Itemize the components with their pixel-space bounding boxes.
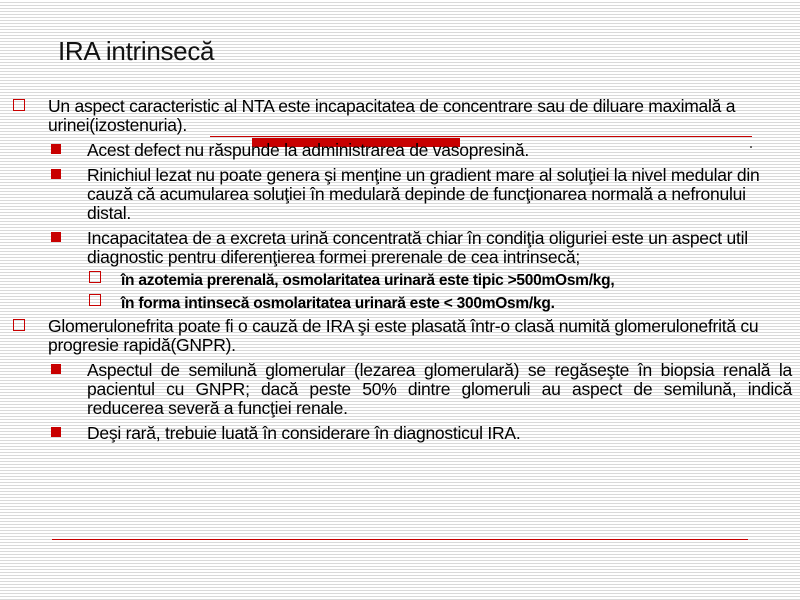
hollow-square-bullet-icon (89, 294, 101, 306)
bullet-item-2 (10, 317, 792, 443)
sub-sub-bullet-item (48, 271, 792, 290)
slide-title: IRA intrinsecă (58, 36, 215, 66)
decorative-red-line-bottom (52, 539, 748, 540)
filled-square-bullet-icon (51, 427, 61, 437)
sub-bullet-text: Aspectul de semilună glomerular (lezarea glomerulară) se regăseşte în biopsia renală la pacientul cu GNPR; dacă peste 50% dintre glomeruli au aspect de semilună, indică reducerea severă a funcţiei renale. (87, 360, 792, 418)
sub-bullet-item (48, 141, 792, 160)
filled-square-bullet-icon (51, 364, 61, 374)
sub-sub-bullet-text: în forma intinsecă osmolaritatea urinară este < 300mOsm/kg. (121, 295, 555, 312)
sub-bullet-item (48, 424, 792, 443)
slide-content (10, 97, 792, 447)
bullet-text: Glomerulonefrita poate fi o cauză de IRA şi este plasată într-o clasă numită glomerulonefrită cu progresie rapidă(GNPR). (48, 316, 759, 355)
sub-bullet-list (10, 141, 792, 313)
bullet-item-1 (10, 97, 792, 313)
sub-bullet-text: Deşi rară, trebuie luată în considerare în diagnosticul IRA. (87, 423, 521, 443)
sub-bullet-text: Acest defect nu răspunde la administrarea de vasopresină. (87, 140, 529, 160)
sub-bullet-list (10, 361, 792, 443)
sub-bullet-text: Incapacitatea de a excreta urină concentrată chiar în condiţia oliguriei este un aspect util diagnostic pentru diferenţierea formei prerenale de cea intrinsecă; (87, 228, 748, 267)
hollow-square-bullet-icon (89, 271, 101, 283)
hollow-square-bullet-icon (13, 319, 25, 331)
bullet-text: Un aspect caracteristic al NTA este incapacitatea de concentrare sau de diluare maximală a urinei(izostenuria). (48, 96, 736, 135)
sub-sub-bullet-list (48, 271, 792, 313)
sub-bullet-item (48, 361, 792, 418)
sub-bullet-item (48, 229, 792, 313)
filled-square-bullet-icon (51, 232, 61, 242)
sub-bullet-item (48, 166, 792, 223)
bullet-list (10, 97, 792, 443)
sub-sub-bullet-item (48, 294, 792, 313)
filled-square-bullet-icon (51, 144, 61, 154)
sub-bullet-text: Rinichiul lezat nu poate genera şi menţine un gradient mare al soluţiei la nivel medular din cauză că acumularea soluţiei în medulară depinde de funcţionarea normală a nefronului distal. (87, 165, 760, 223)
filled-square-bullet-icon (51, 169, 61, 179)
hollow-square-bullet-icon (13, 99, 25, 111)
sub-sub-bullet-text: în azotemia prerenală, osmolaritatea urinară este tipic >500mOsm/kg, (121, 272, 615, 289)
